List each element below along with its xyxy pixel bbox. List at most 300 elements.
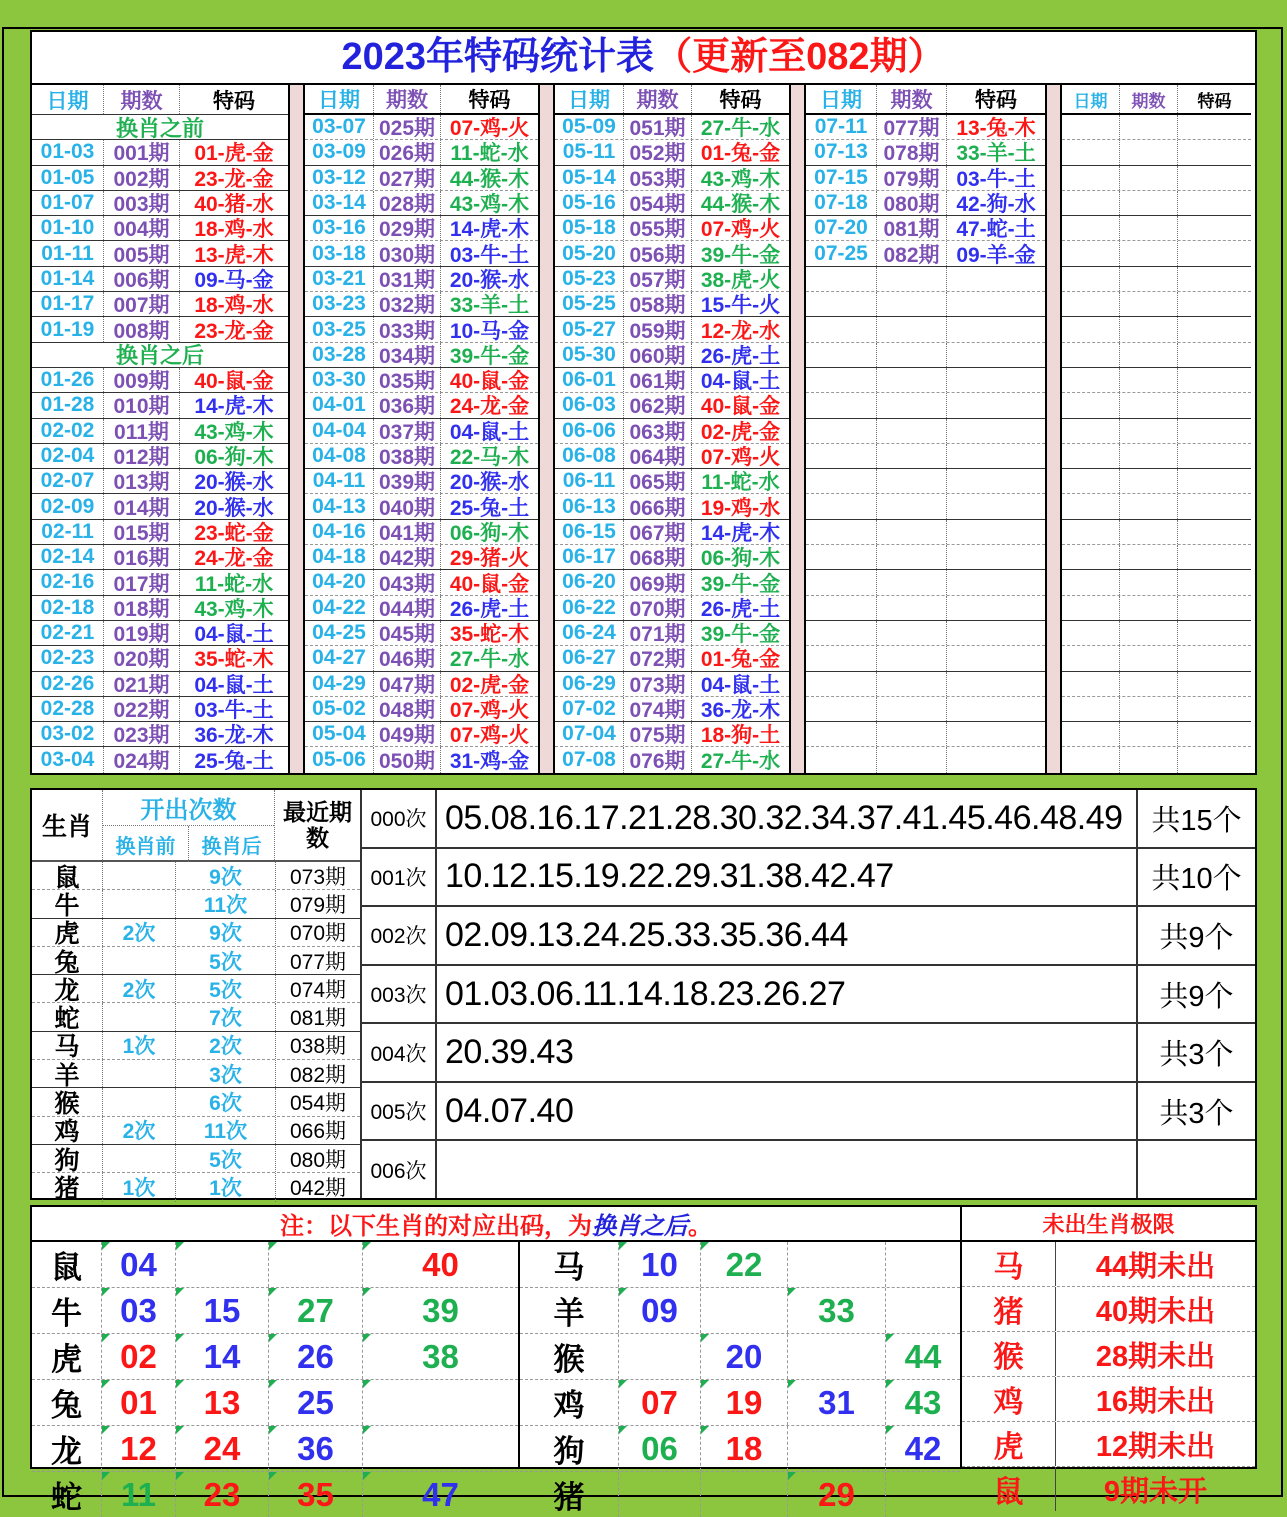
table-columns — [32, 85, 1255, 773]
code-cell — [1177, 646, 1251, 670]
number-cell: 03 — [101, 1288, 175, 1333]
period-cell — [1119, 621, 1177, 645]
date-cell: 06-24 — [562, 621, 616, 645]
corner-mark-icon — [363, 1288, 371, 1296]
lottery-row — [555, 115, 789, 140]
numbers-list-cell: 04.07.40 — [435, 1083, 1136, 1140]
table-group-3 — [555, 85, 789, 773]
date-cell — [806, 570, 876, 594]
code-cell: 23-蛇-金 — [179, 520, 288, 544]
numbers-list-cell — [435, 1141, 1136, 1198]
date-cell: 07-15 — [814, 165, 868, 189]
corner-mark-icon — [363, 1242, 371, 1250]
lottery-row — [32, 267, 288, 292]
number-cell: 24 — [175, 1426, 268, 1471]
count-after-cell: 5次 — [175, 947, 275, 974]
period-cell — [876, 697, 946, 721]
code-cell: 26-虎-土 — [691, 596, 789, 620]
lottery-row — [305, 216, 538, 241]
lottery-row — [555, 722, 789, 747]
number-cell — [175, 1242, 268, 1287]
zodiac-numbers-row — [32, 1334, 518, 1380]
period-cell — [876, 722, 946, 746]
period-cell: 047期 — [373, 672, 440, 696]
date-cell — [806, 520, 876, 544]
title-update-suffix: （更新至082期） — [654, 36, 946, 78]
table-header-row — [555, 85, 789, 115]
count-label-cell: 006次 — [370, 1159, 427, 1183]
lottery-row — [32, 191, 288, 216]
code-cell: 27-牛-水 — [691, 747, 789, 772]
lottery-row — [32, 520, 288, 545]
zodiac-cell: 鸡 — [553, 1388, 585, 1423]
lottery-row — [806, 419, 1045, 444]
limit-zodiac-cell: 虎 — [962, 1422, 1056, 1466]
period-cell: 080期 — [876, 191, 946, 215]
code-cell: 39-牛-金 — [691, 621, 789, 645]
lottery-row — [305, 621, 538, 646]
recent-period-cell: 070期 — [275, 919, 360, 946]
code-cell: 40-鼠-金 — [691, 393, 789, 417]
date-cell: 03-14 — [312, 191, 366, 215]
count-before-cell: 2次 — [102, 975, 175, 1002]
date-cell: 02-14 — [40, 545, 95, 569]
number-cell: 31 — [787, 1380, 885, 1425]
note-blue-part: 换肖之后 — [592, 1213, 688, 1240]
code-cell: 23-龙-金 — [179, 317, 288, 341]
date-cell — [1062, 697, 1119, 721]
code-cell: 07-鸡-火 — [440, 115, 538, 139]
number-cell: 36 — [268, 1426, 362, 1471]
date-cell: 06-20 — [562, 570, 616, 594]
period-cell: 017期 — [103, 570, 179, 594]
code-cell: 35-蛇-木 — [440, 621, 538, 645]
zodiac-count-row — [32, 1145, 360, 1173]
date-header: 日期 — [820, 89, 862, 112]
zodiac-cell: 猪 — [553, 1480, 585, 1515]
period-cell: 025期 — [373, 115, 440, 139]
corner-mark-icon — [886, 1334, 894, 1342]
count-before-cell — [102, 1060, 175, 1087]
lottery-row — [1062, 697, 1251, 722]
recent-period-cell: 077期 — [275, 947, 360, 974]
corner-mark-icon — [102, 1472, 110, 1480]
date-cell: 03-09 — [312, 140, 366, 164]
lottery-row — [555, 191, 789, 216]
lottery-row — [806, 596, 1045, 621]
date-cell: 05-14 — [562, 165, 616, 189]
after-change-label: 换肖后 — [188, 826, 274, 862]
code-cell — [946, 368, 1045, 392]
period-cell: 024期 — [103, 747, 179, 772]
code-cell: 23-龙-金 — [179, 166, 288, 190]
period-cell — [876, 672, 946, 696]
code-cell — [1177, 747, 1251, 772]
zodiac-name-cell: 马 — [54, 1033, 80, 1062]
count-before-cell — [102, 947, 175, 974]
date-header: 日期 — [46, 89, 89, 113]
period-cell — [1119, 596, 1177, 620]
date-cell: 01-11 — [41, 241, 94, 265]
number-cell — [885, 1242, 960, 1287]
date-cell: 02-16 — [40, 570, 95, 594]
period-cell: 070期 — [623, 596, 691, 620]
code-cell: 04-鼠-土 — [440, 419, 538, 443]
period-cell: 081期 — [876, 216, 946, 240]
lottery-row — [806, 317, 1045, 342]
code-cell — [1177, 267, 1251, 291]
title-main: 2023年特码统计表 — [341, 36, 655, 78]
lottery-row — [555, 419, 789, 444]
section-row — [32, 343, 288, 368]
period-cell — [1119, 722, 1177, 746]
period-cell: 048期 — [373, 697, 440, 721]
period-cell: 045期 — [373, 621, 440, 645]
date-cell: 05-27 — [562, 317, 616, 341]
corner-mark-icon — [886, 1426, 894, 1434]
zodiac-numbers-row — [32, 1242, 518, 1288]
date-cell — [806, 267, 876, 291]
date-cell — [1062, 368, 1119, 392]
zodiac-numbers-row — [32, 1288, 518, 1334]
table-group-5 — [1062, 85, 1251, 773]
code-cell: 07-鸡-火 — [440, 697, 538, 721]
lottery-row — [555, 166, 789, 191]
date-cell — [1062, 166, 1119, 190]
table-header-row — [1062, 85, 1251, 115]
code-cell: 43-鸡-木 — [691, 166, 789, 190]
count-after-cell: 3次 — [175, 1060, 275, 1087]
number-cell: 11 — [101, 1472, 175, 1517]
lottery-row — [806, 115, 1045, 140]
period-cell: 022期 — [103, 697, 179, 721]
code-cell — [1177, 419, 1251, 443]
date-cell: 05-30 — [562, 342, 616, 366]
column-separator — [1045, 85, 1062, 773]
period-cell: 066期 — [623, 494, 691, 518]
lottery-row — [1062, 722, 1251, 747]
lottery-row — [806, 672, 1045, 697]
period-cell: 074期 — [623, 697, 691, 721]
zodiac-numbers-right-table — [520, 1242, 962, 1515]
period-cell: 056期 — [623, 241, 691, 265]
count-distribution-row — [362, 907, 1255, 966]
lottery-row — [806, 267, 1045, 292]
lottery-row — [32, 646, 288, 671]
code-cell: 01-兔-金 — [691, 646, 789, 670]
date-cell: 03-23 — [312, 292, 366, 316]
number-cell: 12 — [101, 1426, 175, 1471]
period-cell — [876, 621, 946, 645]
limit-row — [962, 1422, 1255, 1467]
count-before-cell — [102, 1088, 175, 1115]
lottery-row — [555, 444, 789, 469]
code-header: 特码 — [946, 85, 1045, 113]
special-code-table — [30, 30, 1257, 775]
date-cell: 06-29 — [562, 671, 616, 695]
corner-mark-icon — [176, 1288, 184, 1296]
date-cell: 06-08 — [562, 444, 616, 467]
count-distribution-row — [362, 1024, 1255, 1083]
lottery-row — [555, 216, 789, 241]
date-cell: 02-18 — [40, 595, 95, 619]
corner-mark-icon — [701, 1380, 709, 1388]
date-cell: 01-05 — [40, 165, 95, 189]
lottery-row — [1062, 140, 1251, 165]
period-cell: 005期 — [103, 241, 179, 265]
date-cell: 06-03 — [562, 393, 616, 417]
date-cell — [1062, 646, 1119, 670]
lottery-row — [305, 469, 538, 494]
lottery-row — [555, 469, 789, 494]
count-before-cell — [102, 1003, 175, 1030]
period-cell: 075期 — [623, 722, 691, 746]
numbers-list-cell: 02.09.13.24.25.33.35.36.44 — [435, 907, 1136, 964]
table-group-4 — [806, 85, 1045, 773]
date-cell: 07-02 — [562, 696, 616, 720]
date-cell: 04-22 — [312, 595, 366, 619]
code-cell: 07-鸡-火 — [440, 722, 538, 746]
code-cell — [1177, 444, 1251, 468]
lottery-row — [305, 393, 538, 418]
corner-mark-icon — [701, 1334, 709, 1342]
period-header: 期数 — [103, 85, 179, 114]
recent-period-cell: 080期 — [275, 1145, 360, 1172]
count-distribution-row — [362, 1083, 1255, 1142]
zodiac-table-body — [32, 862, 360, 1202]
lottery-row — [1062, 166, 1251, 191]
number-cell — [885, 1288, 960, 1333]
zodiac-name-cell: 狗 — [54, 1146, 80, 1175]
date-cell: 03-18 — [312, 241, 366, 265]
date-cell — [806, 722, 876, 746]
period-cell: 031期 — [373, 267, 440, 291]
code-cell: 04-鼠-土 — [179, 672, 288, 696]
lottery-row — [305, 494, 538, 519]
code-cell: 38-虎-火 — [691, 267, 789, 291]
code-cell — [946, 292, 1045, 316]
number-cell: 04 — [101, 1242, 175, 1287]
code-cell: 33-羊-土 — [946, 140, 1045, 164]
date-cell: 05-23 — [562, 266, 616, 290]
number-cell: 15 — [175, 1288, 268, 1333]
date-cell — [1062, 140, 1119, 164]
date-cell — [806, 469, 876, 493]
corner-mark-icon — [269, 1472, 277, 1480]
code-cell: 10-马-金 — [440, 317, 538, 341]
code-header: 特码 — [179, 85, 288, 114]
date-cell — [1062, 241, 1119, 265]
date-cell: 06-11 — [562, 469, 616, 493]
lottery-row — [555, 621, 789, 646]
code-header: 特码 — [440, 85, 538, 113]
note-text — [32, 1207, 962, 1240]
code-cell: 22-马-木 — [440, 444, 538, 468]
lottery-row — [305, 444, 538, 469]
lottery-row — [806, 241, 1045, 266]
period-cell — [1119, 672, 1177, 696]
period-cell: 051期 — [623, 115, 691, 139]
number-cell: 26 — [268, 1334, 362, 1379]
code-cell: 09-羊-金 — [946, 241, 1045, 265]
date-cell — [1062, 419, 1119, 443]
corner-mark-icon — [363, 1472, 371, 1480]
number-cell: 35 — [268, 1472, 362, 1517]
corner-mark-icon — [619, 1426, 627, 1434]
total-count-cell: 共9个 — [1136, 966, 1255, 1023]
lottery-row — [305, 267, 538, 292]
code-cell — [946, 267, 1045, 291]
lottery-row — [806, 216, 1045, 241]
lottery-row — [1062, 317, 1251, 342]
lottery-row — [806, 621, 1045, 646]
code-cell: 18-狗-土 — [691, 722, 789, 746]
period-cell — [876, 444, 946, 468]
total-count-cell: 共3个 — [1136, 1083, 1255, 1140]
count-after-cell: 1次 — [175, 1173, 275, 1201]
period-cell — [1119, 545, 1177, 569]
code-cell: 02-虎-金 — [440, 672, 538, 696]
corner-mark-icon — [701, 1242, 709, 1250]
date-cell — [806, 545, 876, 569]
zodiac-count-row — [32, 1088, 360, 1119]
count-after-cell: 5次 — [175, 1145, 275, 1172]
code-cell: 03-牛-土 — [179, 697, 288, 721]
date-cell: 01-19 — [40, 317, 95, 341]
corner-mark-icon — [619, 1242, 627, 1250]
period-cell: 068期 — [623, 545, 691, 569]
period-cell: 016期 — [103, 545, 179, 569]
lottery-row — [305, 292, 538, 317]
date-cell: 03-30 — [312, 368, 366, 392]
count-header-group — [102, 790, 275, 860]
period-cell: 061期 — [623, 368, 691, 392]
period-cell: 033期 — [373, 317, 440, 341]
number-cell: 06 — [618, 1426, 700, 1471]
lottery-row — [1062, 747, 1251, 772]
period-cell: 028期 — [373, 191, 440, 215]
lottery-row — [305, 697, 538, 722]
code-cell: 43-鸡-木 — [440, 191, 538, 215]
code-cell: 20-猴-水 — [179, 494, 288, 518]
date-cell: 06-15 — [562, 519, 616, 543]
corner-mark-icon — [176, 1380, 184, 1388]
code-cell — [1177, 191, 1251, 215]
date-cell: 07-25 — [814, 241, 868, 265]
period-cell: 011期 — [103, 419, 179, 443]
lottery-row — [1062, 444, 1251, 469]
zodiac-count-row — [32, 947, 360, 975]
lottery-row — [32, 419, 288, 444]
lottery-row — [32, 241, 288, 266]
code-cell: 09-马-金 — [179, 267, 288, 291]
date-cell: 06-13 — [562, 494, 616, 518]
number-cell — [362, 1426, 518, 1471]
date-cell: 05-18 — [562, 216, 616, 240]
date-header: 日期 — [568, 89, 610, 112]
code-cell — [1177, 469, 1251, 493]
period-cell — [876, 596, 946, 620]
count-before-cell — [102, 862, 175, 889]
count-label-cell: 002次 — [370, 925, 427, 949]
code-cell — [1177, 621, 1251, 645]
limit-row — [962, 1467, 1255, 1511]
lottery-row — [806, 722, 1045, 747]
zodiac-name-cell: 牛 — [54, 891, 80, 920]
lottery-row — [555, 697, 789, 722]
period-cell: 006期 — [103, 267, 179, 291]
zodiac-cell: 马 — [553, 1250, 585, 1285]
lottery-row — [1062, 621, 1251, 646]
zodiac-numbers-row — [520, 1288, 960, 1334]
lottery-row — [305, 545, 538, 570]
date-cell — [1062, 494, 1119, 518]
recent-period-cell: 042期 — [275, 1173, 360, 1201]
zodiac-count-row — [32, 1032, 360, 1060]
recent-period-cell: 054期 — [275, 1088, 360, 1115]
lottery-row — [806, 368, 1045, 393]
code-cell: 11-蛇-水 — [179, 570, 288, 594]
period-cell — [1119, 343, 1177, 367]
unissued-zodiac-limit-table — [962, 1242, 1255, 1509]
code-cell — [1177, 115, 1251, 139]
date-cell: 07-20 — [814, 216, 868, 240]
count-after-cell: 5次 — [175, 975, 275, 1002]
zodiac-count-row — [32, 1003, 360, 1034]
code-cell: 33-羊-土 — [440, 292, 538, 316]
date-cell: 06-22 — [562, 595, 616, 619]
zodiac-name-cell: 鼠 — [54, 863, 80, 892]
code-cell: 20-猴-水 — [179, 469, 288, 493]
lottery-row — [32, 672, 288, 697]
date-cell: 01-07 — [40, 191, 95, 215]
period-cell: 060期 — [623, 343, 691, 367]
date-cell: 04-20 — [312, 570, 366, 594]
code-header: 特码 — [1177, 85, 1251, 113]
count-label-cell: 001次 — [370, 866, 427, 890]
lottery-row — [32, 596, 288, 621]
limit-row — [962, 1332, 1255, 1377]
period-cell — [1119, 241, 1177, 265]
date-cell: 07-18 — [814, 191, 868, 215]
number-cell: 18 — [700, 1426, 787, 1471]
number-cell: 39 — [362, 1288, 518, 1333]
period-cell: 072期 — [623, 646, 691, 670]
number-cell: 07 — [618, 1380, 700, 1425]
period-cell: 063期 — [623, 419, 691, 443]
number-cell: 47 — [362, 1472, 518, 1517]
code-cell: 47-蛇-土 — [946, 216, 1045, 240]
period-cell — [1119, 267, 1177, 291]
code-cell: 11-蛇-水 — [440, 140, 538, 164]
code-cell: 43-鸡-木 — [179, 419, 288, 443]
recent-period-cell: 082期 — [275, 1060, 360, 1087]
recent-period-label: 最近期数 — [283, 798, 352, 851]
code-cell — [946, 444, 1045, 468]
date-cell: 04-04 — [312, 418, 366, 442]
code-cell — [1177, 697, 1251, 721]
lottery-row — [806, 444, 1045, 469]
zodiac-stats-table — [30, 788, 1257, 1204]
lottery-row — [32, 494, 288, 519]
date-cell: 05-16 — [562, 191, 616, 215]
zodiac-numbers-row — [520, 1380, 960, 1426]
recent-period-cell: 079期 — [275, 890, 360, 917]
code-cell — [1177, 570, 1251, 594]
number-cell: 10 — [618, 1242, 700, 1287]
lottery-row — [305, 140, 538, 165]
period-cell — [876, 317, 946, 341]
